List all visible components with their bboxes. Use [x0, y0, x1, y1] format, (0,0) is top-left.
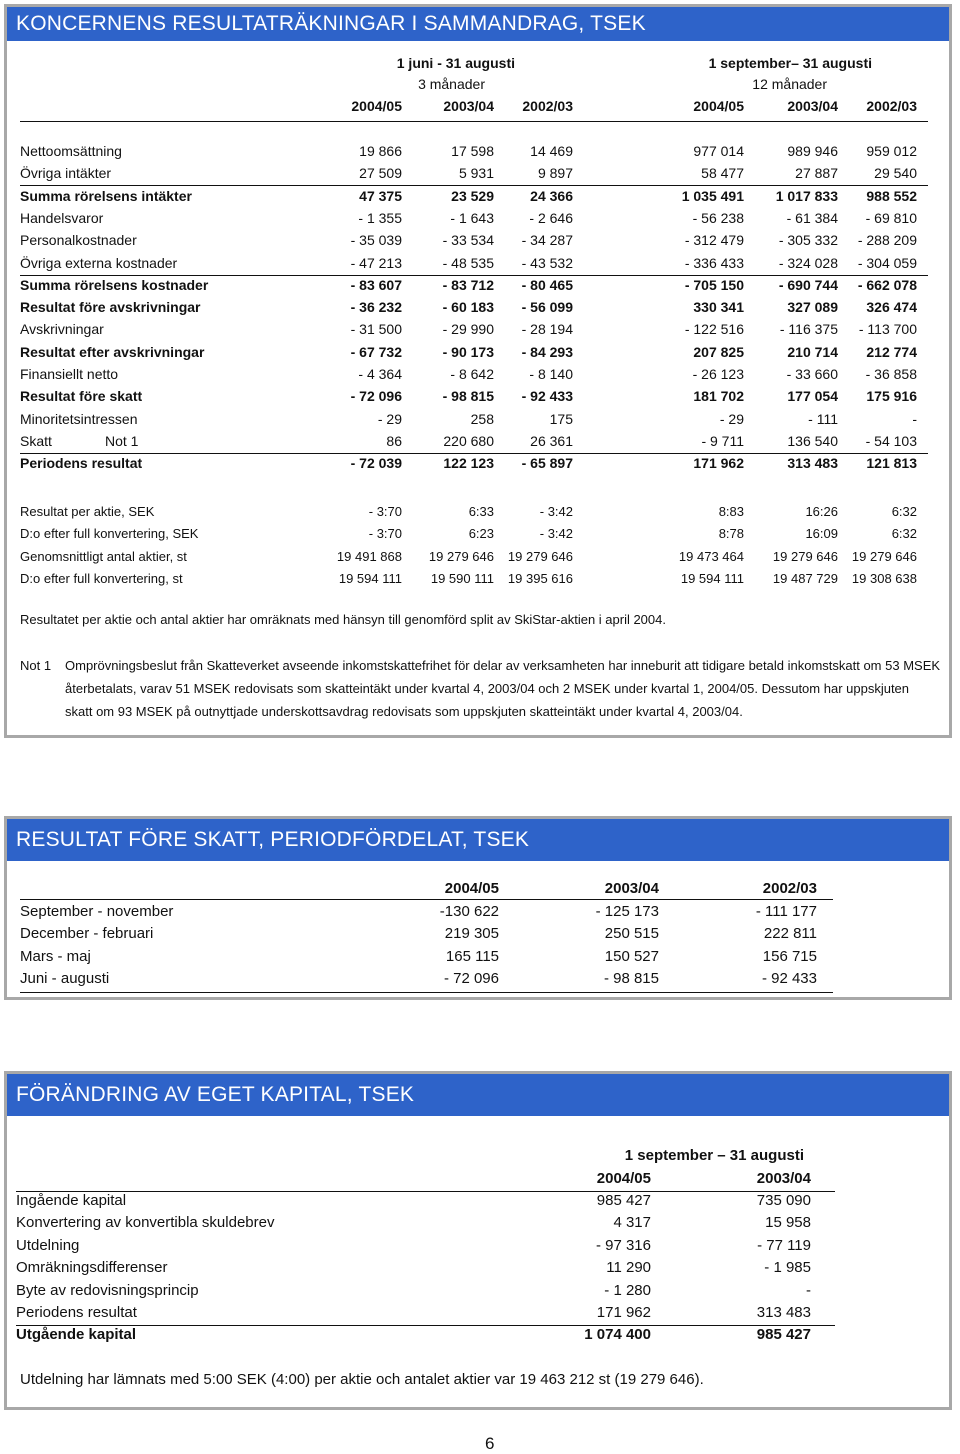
row-value: 220 680 — [443, 432, 494, 449]
row-value: - 4 364 — [358, 366, 402, 382]
row-value: 171 962 — [596, 1304, 651, 1321]
row-value: 26 361 — [530, 432, 573, 449]
row-value: - 56 099 — [521, 299, 573, 316]
row-value: - 36 858 — [865, 366, 917, 382]
row-value: - 1 985 — [764, 1259, 811, 1277]
row-value: 17 598 — [451, 143, 494, 159]
row-label: Periodens resultat — [16, 1304, 137, 1321]
row-value: 15 958 — [765, 1214, 811, 1232]
per-share-value: 6:32 — [891, 526, 917, 542]
row-value: - 336 433 — [684, 254, 744, 271]
year-header: 2004/05 — [444, 880, 499, 897]
row-value: - 29 990 — [442, 321, 494, 338]
income-statement-title: KONCERNENS RESULTATRÄKNINGAR I SAMMANDRAG, TSEK — [7, 7, 949, 41]
per-share-value: 6:23 — [468, 526, 494, 542]
row-value: - 29 — [719, 410, 744, 427]
row-value: 29 540 — [874, 165, 917, 182]
row-value: - 9 711 — [701, 432, 744, 449]
row-value: - 116 375 — [779, 321, 838, 338]
row-value: - 72 096 — [350, 388, 402, 405]
row-label: Juni - augusti — [20, 969, 110, 987]
row-value: - 29 — [377, 410, 402, 427]
row-value: - 36 232 — [350, 299, 402, 316]
row-value: - 33 534 — [442, 232, 494, 249]
row-label: Nettoomsättning — [20, 143, 122, 159]
row-value: - 113 700 — [858, 321, 917, 338]
row-value: - 92 433 — [521, 388, 573, 405]
period2-header: 1 september– 31 augusti — [708, 55, 872, 71]
row-value: - 111 177 — [755, 903, 817, 920]
row-value: 47 375 — [359, 187, 402, 204]
row-label: Mars - maj — [20, 947, 91, 965]
per-share-value: 19 491 868 — [336, 548, 402, 564]
row-value: - 125 173 — [595, 903, 659, 920]
row-label: Summa rörelsens intäkter — [20, 187, 192, 204]
row-value: 58 477 — [701, 165, 744, 182]
row-label: Ingående kapital — [16, 1192, 127, 1209]
header-rule — [20, 899, 833, 900]
row-value: - 61 384 — [786, 209, 838, 226]
year-header: 2004/05 — [596, 1170, 651, 1187]
income-footnote: Resultatet per aktie och antal aktier har omräknats med hänsyn till genomförd split av SkiStar-aktien i april 2004. — [20, 612, 666, 627]
row-value: - 72 096 — [443, 969, 499, 987]
row-value: 313 483 — [787, 455, 838, 472]
row-value: 5 931 — [458, 165, 494, 182]
row-value: - 92 433 — [761, 969, 817, 987]
row-label: Resultat före avskrivningar — [20, 299, 201, 316]
row-value: - 2 646 — [529, 209, 573, 226]
per-share-value: 19 590 111 — [430, 570, 494, 586]
page-number: 6 — [485, 1434, 495, 1453]
row-rule — [20, 185, 928, 186]
row-label: Byte av redovisningsprincip — [16, 1281, 199, 1299]
row-value: - 288 209 — [857, 232, 917, 249]
row-value: 27 509 — [359, 165, 402, 182]
row-label: Utdelning — [16, 1236, 80, 1254]
row-value: - 111 — [808, 410, 838, 427]
year-header: 2003/04 — [604, 880, 659, 897]
per-share-value: 19 473 464 — [678, 548, 744, 564]
row-value: - 31 500 — [350, 321, 402, 338]
row-value: - 34 287 — [521, 232, 573, 249]
row-value: 207 825 — [693, 343, 744, 360]
row-value: - 690 744 — [778, 276, 838, 293]
year-header: 2002/03 — [522, 98, 573, 114]
row-label: Personalkostnader — [20, 232, 137, 249]
row-label: Övriga intäkter — [20, 165, 112, 182]
row-value: - 28 194 — [521, 321, 573, 338]
per-share-value: 19 308 638 — [851, 570, 917, 586]
row-value: - 80 465 — [521, 276, 573, 293]
note-line: Omprövningsbeslut från Skatteverket avseende inkomstskattefrihet för delar av verksamheten har inneburit att tidigare betald inkomstskatt om 53 MSEK — [65, 658, 941, 673]
row-value: - 97 316 — [595, 1236, 651, 1254]
per-share-value: 6:32 — [891, 504, 917, 519]
row-value: 250 515 — [604, 925, 659, 943]
period2-sub: 12 månader — [752, 76, 827, 92]
year-header: 2002/03 — [866, 98, 917, 114]
row-value: - 69 810 — [865, 209, 917, 226]
row-rule — [20, 453, 928, 454]
row-value: 977 014 — [693, 143, 744, 159]
row-value: 4 317 — [613, 1214, 651, 1232]
row-value: 258 — [470, 410, 494, 427]
row-value: - 304 059 — [857, 254, 917, 271]
row-value: - 8 642 — [450, 366, 494, 382]
per-share-value: 8:83 — [718, 504, 744, 519]
per-share-value: 16:09 — [805, 526, 838, 542]
equity-footnote: Utdelning har lämnats med 5:00 SEK (4:00) per aktie och antalet aktier var 19 463 212 st (19 279 646). — [20, 1371, 704, 1388]
period1-sub: 3 månader — [418, 76, 485, 92]
row-value: 181 702 — [693, 388, 744, 405]
row-value: - 60 183 — [442, 299, 494, 316]
row-label: Resultat efter avskrivningar — [20, 343, 205, 360]
row-label: September - november — [20, 903, 174, 920]
row-value: - 312 479 — [684, 232, 744, 249]
row-value: - 48 535 — [442, 254, 494, 271]
footer-rule — [20, 992, 833, 993]
per-share-value: 8:78 — [718, 526, 744, 542]
per-share-value: 19 279 646 — [428, 548, 494, 564]
row-value: - 122 516 — [684, 321, 744, 338]
row-value: 959 012 — [866, 143, 917, 159]
note-text — [65, 654, 940, 723]
year-header: 2003/04 — [787, 98, 838, 114]
row-value: 989 946 — [787, 143, 838, 159]
row-value: - 54 103 — [865, 432, 917, 449]
row-label: Resultat före skatt — [20, 388, 143, 405]
row-label: Övriga externa kostnader — [20, 254, 178, 271]
header-rule — [20, 121, 928, 122]
row-value: - 72 039 — [350, 455, 402, 472]
period1-header: 1 juni - 31 augusti — [396, 55, 515, 71]
row-label: Handelsvaror — [20, 209, 104, 226]
row-value: 156 715 — [762, 947, 817, 965]
per-share-value: - 3:42 — [539, 526, 573, 542]
row-value: - 1 280 — [604, 1281, 651, 1299]
row-value: 988 552 — [866, 187, 917, 204]
row-value: 86 — [386, 432, 402, 449]
row-value: - — [912, 410, 917, 427]
row-value: 219 305 — [444, 925, 499, 943]
row-value: - 83 607 — [350, 276, 402, 293]
per-share-value: 19 487 729 — [772, 570, 838, 586]
row-label: Utgående kapital — [16, 1326, 137, 1344]
row-value: 150 527 — [604, 947, 659, 965]
per-share-value: - 3:42 — [539, 504, 573, 519]
row-value: - 662 078 — [857, 276, 917, 293]
row-label: Finansiellt netto — [20, 366, 119, 382]
row-value: 19 866 — [359, 143, 402, 159]
row-value: - 1 355 — [358, 209, 402, 226]
row-value: 222 811 — [763, 925, 817, 943]
row-value: 122 123 — [443, 455, 494, 472]
row-label: Minoritetsintressen — [20, 410, 138, 427]
row-value: 1 017 833 — [775, 187, 838, 204]
row-value: 11 290 — [606, 1259, 651, 1277]
row-value: - 43 532 — [521, 254, 573, 271]
row-value: - 98 815 — [442, 388, 494, 405]
row-value: 1 035 491 — [681, 187, 744, 204]
row-value: -130 622 — [439, 903, 499, 920]
row-value: - 1 643 — [450, 209, 494, 226]
equity-title: FÖRÄNDRING AV EGET KAPITAL, TSEK — [7, 1074, 949, 1116]
year-header: 2003/04 — [443, 98, 494, 114]
per-share-value: - 3:70 — [368, 504, 402, 519]
row-value: - 35 039 — [350, 232, 402, 249]
periodized-panel — [4, 816, 952, 1000]
year-header: 2004/05 — [693, 98, 744, 114]
row-label: Summa rörelsens kostnader — [20, 276, 209, 293]
income-statement-panel — [4, 4, 952, 738]
row-value: 9 897 — [537, 165, 573, 182]
row-value: - 26 123 — [692, 366, 744, 382]
row-value: - 705 150 — [684, 276, 744, 293]
row-value: 177 054 — [787, 388, 838, 405]
row-label: Avskrivningar — [20, 321, 104, 338]
row-value: - 84 293 — [521, 343, 573, 360]
row-value: - 324 028 — [778, 254, 838, 271]
row-value: 121 813 — [866, 455, 917, 472]
per-share-value: 19 395 616 — [507, 570, 573, 586]
row-label: Omräkningsdifferenser — [16, 1259, 168, 1277]
row-label: Periodens resultat — [20, 455, 143, 472]
row-value: 165 115 — [445, 947, 499, 965]
row-value: 330 341 — [693, 299, 744, 316]
row-rule — [20, 275, 928, 276]
row-label: Skatt — [20, 432, 52, 449]
per-share-value: 19 594 111 — [338, 570, 402, 586]
per-share-value: 19 279 646 — [507, 548, 573, 564]
year-header: 2004/05 — [351, 98, 402, 114]
row-value: 327 089 — [787, 299, 838, 316]
per-share-value: 19 279 646 — [851, 548, 917, 564]
periodized-title: RESULTAT FÖRE SKATT, PERIODFÖRDELAT, TSEK — [7, 819, 949, 861]
row-value: 210 714 — [787, 343, 838, 360]
row-value: - 47 213 — [350, 254, 402, 271]
year-header: 2002/03 — [762, 880, 817, 897]
row-value: - 305 332 — [778, 232, 838, 249]
row-label: December - februari — [20, 925, 154, 943]
per-share-label: Genomsnittligt antal aktier, st — [20, 548, 187, 564]
per-share-value: 19 594 111 — [680, 570, 744, 586]
row-value: - 98 815 — [603, 969, 659, 987]
row-value: - — [806, 1281, 811, 1299]
row-value: 1 074 400 — [584, 1326, 651, 1344]
row-value: - 77 119 — [757, 1236, 811, 1254]
row-value: - 56 238 — [692, 209, 744, 226]
row-value: - 8 140 — [529, 366, 573, 382]
row-value: 175 — [549, 410, 573, 427]
row-value: 23 529 — [451, 187, 494, 204]
row-value: 14 469 — [530, 143, 573, 159]
row-value: - 65 897 — [521, 455, 573, 472]
equity-period-header: 1 september – 31 augusti — [624, 1147, 804, 1164]
per-share-value: 6:33 — [468, 504, 494, 519]
equity-panel — [4, 1071, 952, 1410]
per-share-label: D:o efter full konvertering, SEK — [20, 526, 199, 542]
row-value: - 33 660 — [786, 366, 838, 382]
note-label: Not 1 — [20, 658, 52, 673]
year-header: 2003/04 — [756, 1170, 811, 1187]
row-value: 326 474 — [866, 299, 917, 316]
row-value: 985 427 — [756, 1326, 811, 1344]
per-share-label: D:o efter full konvertering, st — [20, 570, 183, 586]
row-value: 24 366 — [530, 187, 573, 204]
row-value: - 67 732 — [350, 343, 402, 360]
row-value: 175 916 — [866, 388, 917, 405]
row-value: - 83 712 — [442, 276, 494, 293]
row-value: 136 540 — [787, 432, 838, 449]
total-rule — [16, 1325, 835, 1326]
note-line: skatt om 93 MSEK på outnyttjade underskottsavdrag redovisats som uppskjuten skatteintäkt under kvartal 4, 2003/04. — [65, 704, 743, 719]
per-share-value: 19 279 646 — [772, 548, 838, 564]
header-rule — [16, 1191, 835, 1192]
row-value: 171 962 — [693, 455, 744, 472]
row-label: Konvertering av konvertibla skuldebrev — [16, 1214, 275, 1232]
per-share-value: - 3:70 — [368, 526, 402, 542]
row-value: 985 427 — [596, 1192, 651, 1209]
row-value: 313 483 — [756, 1304, 811, 1321]
row-value: 212 774 — [866, 343, 917, 360]
per-share-label: Resultat per aktie, SEK — [20, 504, 155, 519]
per-share-value: 16:26 — [805, 504, 838, 519]
note-ref: Not 1 — [105, 432, 139, 449]
row-value: 735 090 — [756, 1192, 811, 1209]
note-line: återbetalats, varav 51 MSEK redovisats som skatteintäkt under kvartal 4, 2003/04 och 2 MSEK under kvartal 1, 2004/05. Dessutom har uppskjuten — [65, 681, 910, 696]
row-value: 27 887 — [795, 165, 838, 182]
row-value: - 90 173 — [442, 343, 494, 360]
